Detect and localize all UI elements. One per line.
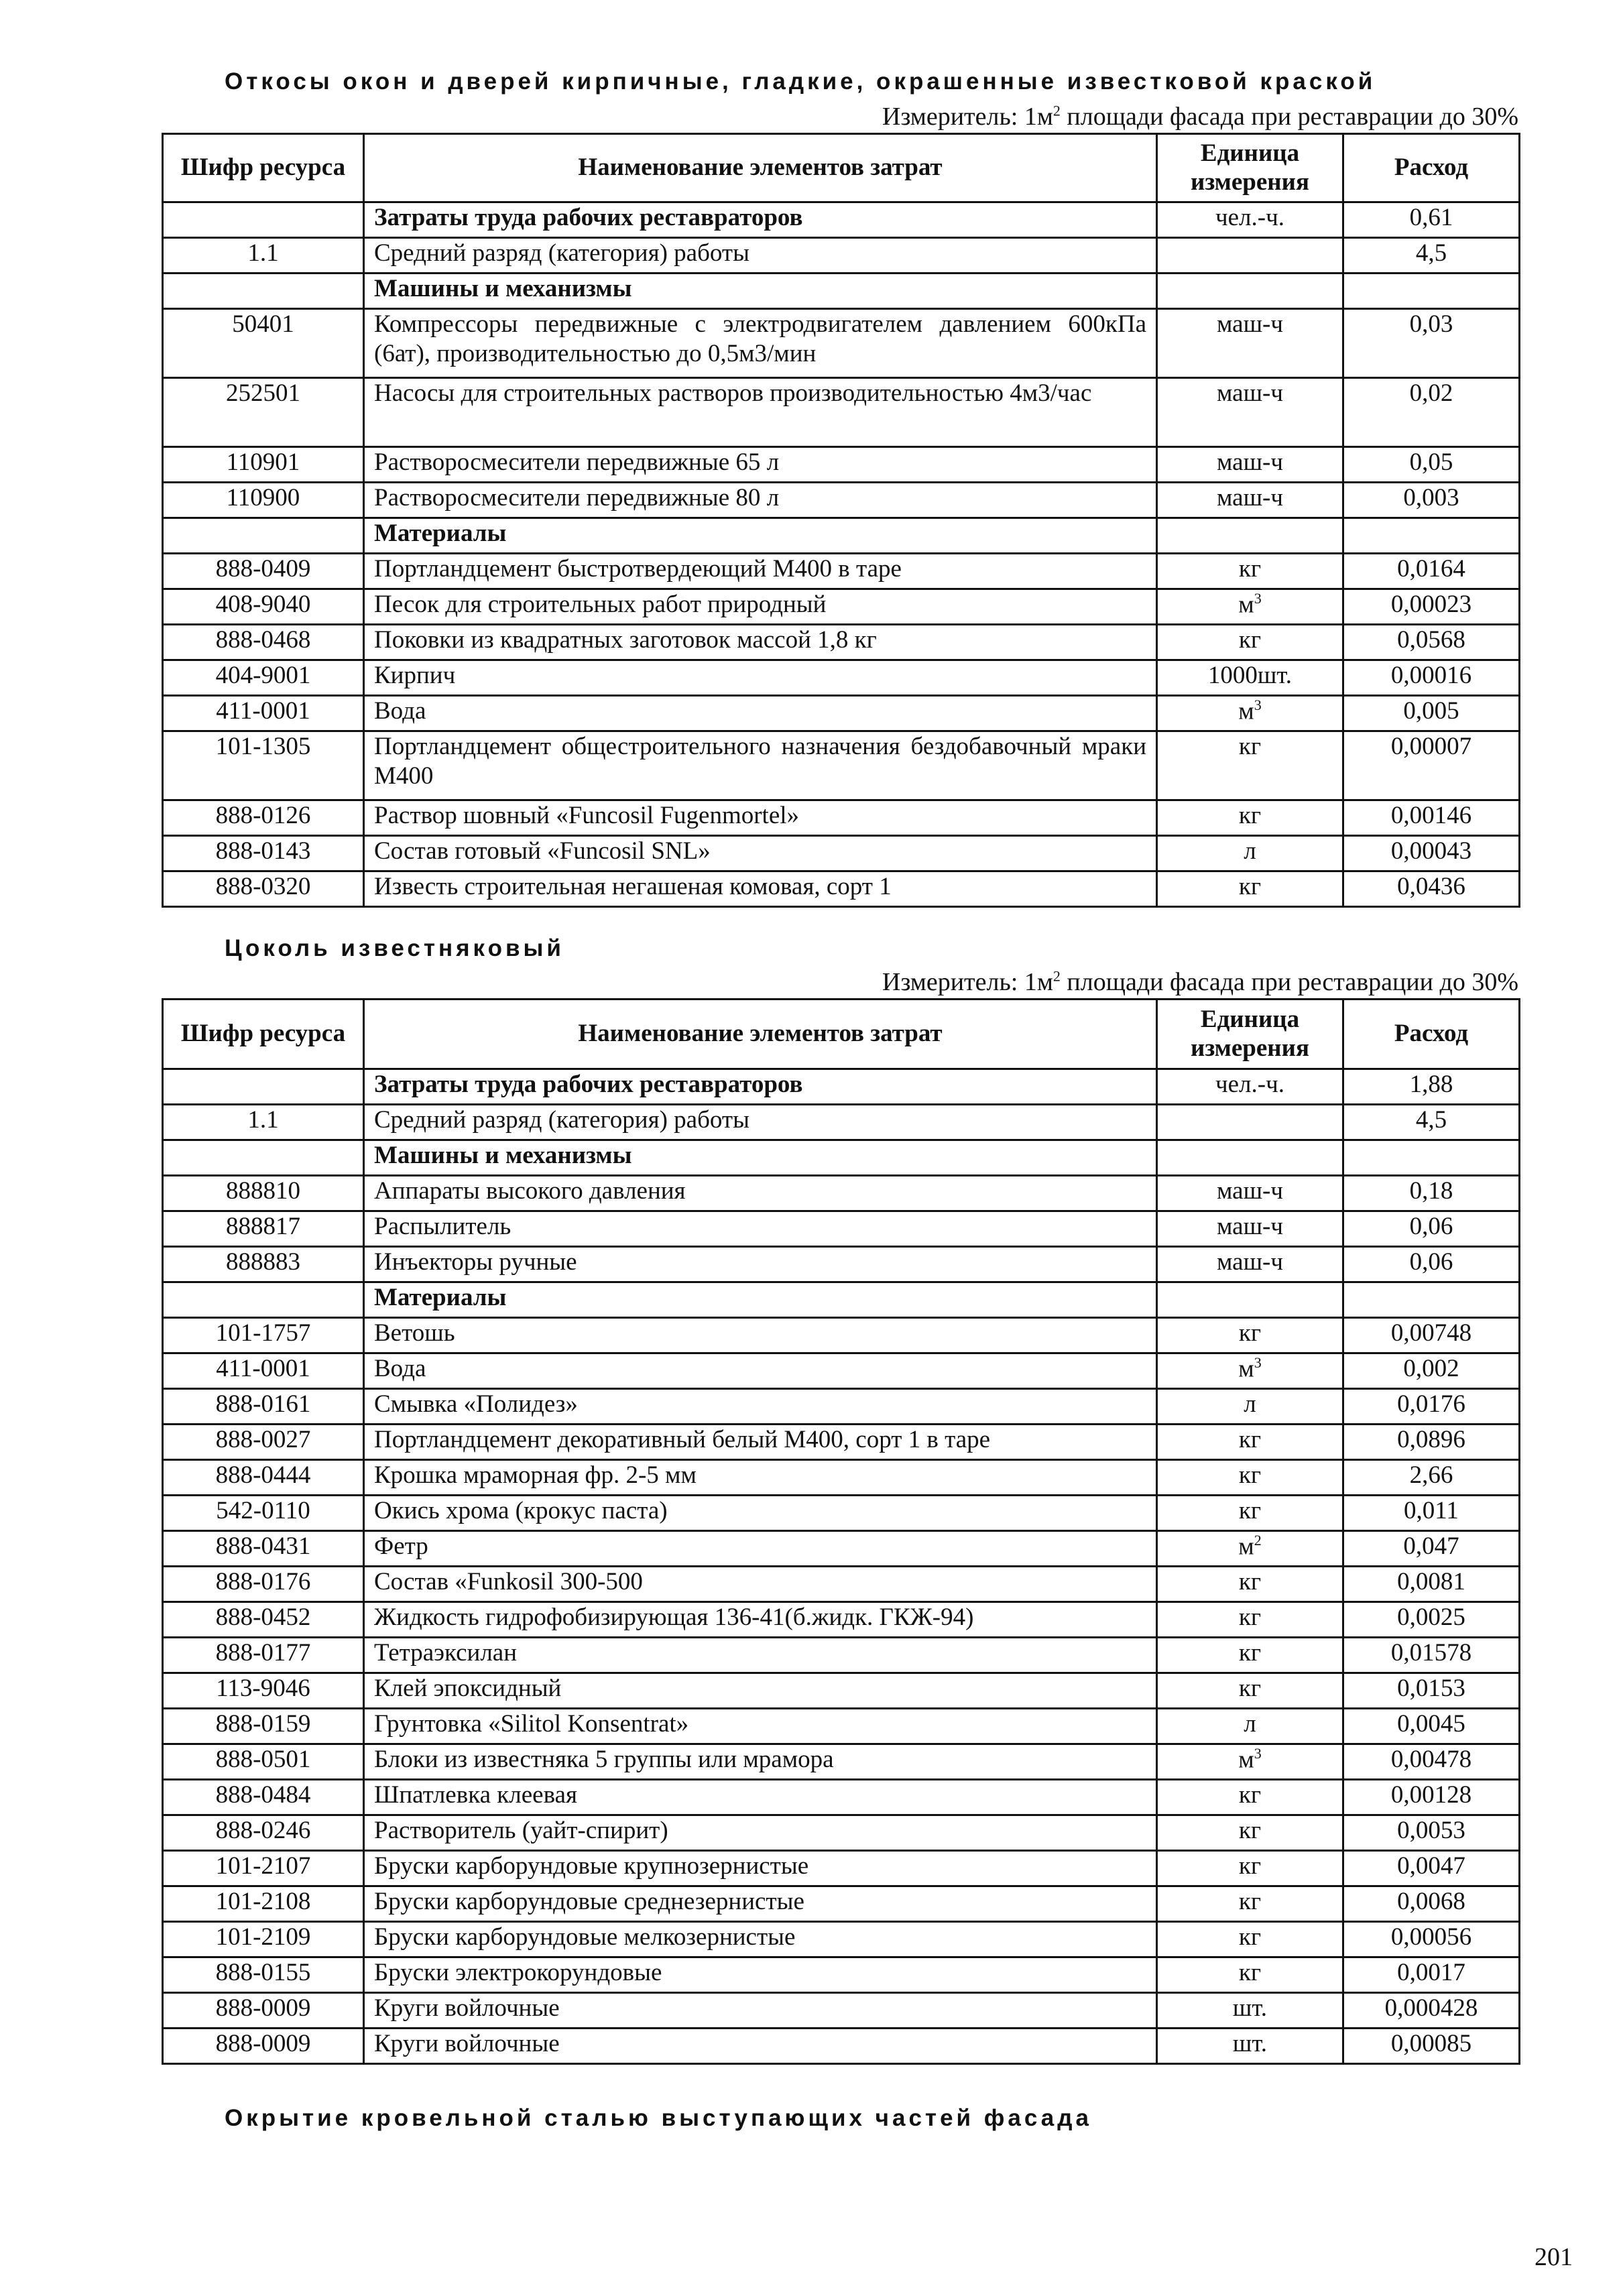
cell-qty: 0,0068 [1343, 1886, 1520, 1922]
cell-qty: 0,00146 [1343, 800, 1520, 836]
cell-unit [1157, 238, 1343, 274]
cell-name: Портландцемент быстротвердеющий М400 в таре [364, 554, 1157, 589]
cell-name: Песок для строительных работ природный [364, 589, 1157, 625]
cell-qty: 0,00023 [1343, 589, 1520, 625]
header-qty: Расход [1343, 134, 1520, 202]
cell-code: 110901 [163, 447, 364, 483]
cell-code: 888-0452 [163, 1602, 364, 1638]
cell-unit [1157, 1282, 1343, 1318]
cell-name: Вода [364, 1353, 1157, 1389]
cell-unit [1157, 1673, 1343, 1709]
table-row [163, 696, 1520, 731]
cell-code: 411-0001 [163, 1353, 364, 1389]
table-row [163, 447, 1520, 483]
cell-name: Аппараты высокого давления [364, 1176, 1157, 1211]
unit-text: маш-ч [1216, 310, 1283, 338]
cell-name: Растворосмесители передвижные 65 л [364, 447, 1157, 483]
cell-qty: 0,0436 [1343, 871, 1520, 907]
cell-qty: 0,00748 [1343, 1318, 1520, 1353]
cell-unit [1157, 1886, 1343, 1922]
unit-superscript: 3 [1254, 590, 1262, 607]
section-2-title: Цоколь известняковый [225, 935, 564, 961]
cell-unit [1157, 1069, 1343, 1105]
cell-code: 50401 [163, 309, 364, 378]
cell-name: Смывка «Полидез» [364, 1389, 1157, 1425]
cell-code: 888-0176 [163, 1567, 364, 1602]
cell-name: Растворитель (уайт-спирит) [364, 1815, 1157, 1851]
cell-code: 101-1305 [163, 731, 364, 800]
cell-unit [1157, 1744, 1343, 1780]
cell-qty [1343, 1282, 1520, 1318]
cell-qty: 0,005 [1343, 696, 1520, 731]
cell-unit [1157, 309, 1343, 378]
cell-unit [1157, 1353, 1343, 1389]
unit-text: кг [1238, 1781, 1262, 1809]
cell-unit [1157, 1389, 1343, 1425]
cell-unit [1157, 483, 1343, 518]
section-3-title: Окрытие кровельной сталью выступающих частей фасада [225, 2105, 1092, 2131]
cell-qty: 0,18 [1343, 1176, 1520, 1211]
cell-name: Растворосмесители передвижные 80 л [364, 483, 1157, 518]
cell-unit [1157, 589, 1343, 625]
table-row [163, 1353, 1520, 1389]
table-row [163, 1744, 1520, 1780]
unit-text: л [1244, 837, 1256, 865]
cell-code: 101-2109 [163, 1922, 364, 1957]
cell-name: Блоки из известняка 5 группы или мрамора [364, 1744, 1157, 1780]
unit-superscript: 3 [1254, 1745, 1262, 1762]
cell-unit [1157, 871, 1343, 907]
cell-group-name: Материалы [364, 1282, 1157, 1318]
cell-qty: 0,06 [1343, 1247, 1520, 1282]
unit-text: шт. [1232, 2030, 1268, 2057]
table-row [163, 836, 1520, 871]
unit-text: маш-ч [1216, 484, 1283, 511]
cell-qty: 0,0153 [1343, 1673, 1520, 1709]
group-row [163, 202, 1520, 238]
cell-code: 101-2108 [163, 1886, 364, 1922]
cell-code: 542-0110 [163, 1496, 364, 1531]
table-row [163, 1176, 1520, 1211]
table-row [163, 238, 1520, 274]
cell-qty: 0,00016 [1343, 660, 1520, 696]
table-row [163, 731, 1520, 800]
cell-code: 888-0126 [163, 800, 364, 836]
unit-text: кг [1238, 1604, 1262, 1631]
cell-code: 411-0001 [163, 696, 364, 731]
unit-text: 1000шт. [1207, 662, 1293, 689]
cell-qty: 0,002 [1343, 1353, 1520, 1389]
table-row [163, 871, 1520, 907]
cell-code: 888-0009 [163, 2029, 364, 2064]
unit-text: кг [1238, 1675, 1262, 1702]
cell-qty: 0,0568 [1343, 625, 1520, 660]
cell-qty: 0,000428 [1343, 1993, 1520, 2029]
table-row [163, 1815, 1520, 1851]
cell-qty: 0,61 [1343, 202, 1520, 238]
cell-name: Распылитель [364, 1211, 1157, 1247]
unit-text: маш-ч [1216, 1177, 1283, 1205]
cell-qty: 0,0896 [1343, 1425, 1520, 1460]
section-1-title: Откосы окон и дверей кирпичные, гладкие, окрашенные известковой краской [225, 68, 1376, 95]
cell-name: Раствор шовный «Funcosil Fugenmortel» [364, 800, 1157, 836]
unit-text: м [1238, 1355, 1254, 1383]
unit-text: кг [1238, 1888, 1262, 1915]
unit-text: маш-ч [1216, 1213, 1283, 1240]
table-row [163, 1460, 1520, 1496]
table-row [163, 1780, 1520, 1815]
cell-name: Бруски карборундовые мелкозернистые [364, 1922, 1157, 1957]
cell-code: 404-9001 [163, 660, 364, 696]
section-1-measure: Измеритель: $1м^2$ площади фасада при реставрации до 30% [882, 102, 1518, 131]
unit-text: маш-ч [1216, 448, 1283, 476]
page-number: 201 [1535, 2243, 1573, 2271]
table-row [163, 660, 1520, 696]
table-row [163, 1673, 1520, 1709]
cell-name: Средний разряд (категория) работы [364, 238, 1157, 274]
cell-name: Портландцемент декоративный белый М400, сорт 1 в таре [364, 1425, 1157, 1460]
unit-text: л [1244, 1710, 1256, 1738]
cell-code: 252501 [163, 378, 364, 447]
header-code: Шифр ресурса [163, 1000, 364, 1069]
cell-code: 888-0409 [163, 554, 364, 589]
cell-qty: 2,66 [1343, 1460, 1520, 1496]
table-header-row [163, 134, 1520, 202]
section-1-table [162, 133, 1520, 908]
table-row [163, 1957, 1520, 1993]
cell-unit [1157, 696, 1343, 731]
cell-code: 888-0468 [163, 625, 364, 660]
unit-text: кг [1238, 733, 1262, 760]
table-header-row [163, 1000, 1520, 1069]
cell-unit [1157, 274, 1343, 309]
cell-qty: 0,00085 [1343, 2029, 1520, 2064]
cell-unit [1157, 836, 1343, 871]
unit-text: кг [1238, 1852, 1262, 1880]
cell-code: 888-0159 [163, 1709, 364, 1744]
unit-text: кг [1238, 1959, 1262, 1986]
cell-name: Круги войлочные [364, 2029, 1157, 2064]
cell-code: 888-0161 [163, 1389, 364, 1425]
unit-text: кг [1238, 1319, 1262, 1347]
cell-qty: 0,047 [1343, 1531, 1520, 1567]
cell-name: Фетр [364, 1531, 1157, 1567]
cell-group-name: Машины и механизмы [364, 274, 1157, 309]
cell-unit [1157, 202, 1343, 238]
header-qty: Расход [1343, 1000, 1520, 1069]
cell-unit [1157, 1957, 1343, 1993]
cell-code: 888-0484 [163, 1780, 364, 1815]
cell-code: 888-0143 [163, 836, 364, 871]
cell-unit [1157, 1993, 1343, 2029]
cell-code: 888817 [163, 1211, 364, 1247]
unit-text: кг [1238, 626, 1262, 654]
cell-name: Ветошь [364, 1318, 1157, 1353]
cell-qty: 0,0176 [1343, 1389, 1520, 1425]
cell-unit [1157, 1815, 1343, 1851]
cell-code: 1.1 [163, 238, 364, 274]
cell-unit [1157, 800, 1343, 836]
cell-unit [1157, 1602, 1343, 1638]
header-name: Наименование элементов затрат [364, 134, 1157, 202]
cell-code [163, 202, 364, 238]
unit-text: кг [1238, 873, 1262, 900]
header-code: Шифр ресурса [163, 134, 364, 202]
cell-unit [1157, 1709, 1343, 1744]
cell-code: 888-0246 [163, 1815, 364, 1851]
cell-code: 888-0027 [163, 1425, 364, 1460]
table-row [163, 1389, 1520, 1425]
group-row [163, 274, 1520, 309]
table-row [163, 2029, 1520, 2064]
cell-code: 888-0501 [163, 1744, 364, 1780]
cell-qty: 0,02 [1343, 378, 1520, 447]
unit-text: м [1238, 1532, 1254, 1561]
table-row [163, 625, 1520, 660]
cell-name: Состав готовый «Funcosil SNL» [364, 836, 1157, 871]
cell-unit [1157, 731, 1343, 800]
cell-unit [1157, 1460, 1343, 1496]
cell-code: 888-0009 [163, 1993, 364, 2029]
cell-code: 888-0177 [163, 1638, 364, 1673]
table-row [163, 1105, 1520, 1140]
table-row [163, 1425, 1520, 1460]
cell-qty: 0,0045 [1343, 1709, 1520, 1744]
unit-text: м [1238, 697, 1254, 725]
group-row [163, 1282, 1520, 1318]
cell-name: Грунтовка «Silitol Konsentrat» [364, 1709, 1157, 1744]
cell-group-name: Материалы [364, 518, 1157, 554]
unit-text: м [1238, 591, 1254, 619]
cell-name: Жидкость гидрофобизирующая 136-41(б.жидк. ГКЖ-94) [364, 1602, 1157, 1638]
cell-name: Бруски карборундовые среднезернистые [364, 1886, 1157, 1922]
table-row [163, 1247, 1520, 1282]
cell-unit [1157, 1851, 1343, 1886]
cell-qty: 0,0164 [1343, 554, 1520, 589]
unit-superscript: 3 [1254, 697, 1262, 713]
cell-qty: 4,5 [1343, 238, 1520, 274]
cell-name: Тетраэксилан [364, 1638, 1157, 1673]
table-row [163, 1886, 1520, 1922]
cell-name: Компрессоры передвижные с электродвигателем давлением 600кПа (6ат), производительностью до 0,5м3/мин [364, 309, 1157, 378]
unit-text: чел.-ч. [1215, 204, 1284, 231]
table-row [163, 309, 1520, 378]
cell-unit [1157, 660, 1343, 696]
unit-text: кг [1238, 1568, 1262, 1595]
cell-qty: 0,0053 [1343, 1815, 1520, 1851]
cell-qty: 0,00043 [1343, 836, 1520, 871]
cell-unit [1157, 1567, 1343, 1602]
table-row [163, 1602, 1520, 1638]
table-row [163, 1318, 1520, 1353]
unit-text: маш-ч [1216, 1248, 1283, 1276]
unit-text: кг [1238, 1461, 1262, 1489]
cell-unit [1157, 518, 1343, 554]
cell-code [163, 1069, 364, 1105]
cell-qty: 0,0081 [1343, 1567, 1520, 1602]
cell-name: Круги войлочные [364, 1993, 1157, 2029]
cell-unit [1157, 1247, 1343, 1282]
table-row [163, 1922, 1520, 1957]
cell-name: Бруски карборундовые крупнозернистые [364, 1851, 1157, 1886]
cell-code: 888883 [163, 1247, 364, 1282]
table-row [163, 1709, 1520, 1744]
cell-code [163, 518, 364, 554]
cell-qty: 0,003 [1343, 483, 1520, 518]
cell-unit [1157, 1531, 1343, 1567]
cell-code: 888-0444 [163, 1460, 364, 1496]
header-unit: Единица измерения [1157, 1000, 1343, 1069]
table-row [163, 1851, 1520, 1886]
cell-code [163, 1282, 364, 1318]
unit-text: кг [1238, 1923, 1262, 1951]
table-row [163, 1211, 1520, 1247]
cell-name: Клей эпоксидный [364, 1673, 1157, 1709]
cell-group-name: Затраты труда рабочих реставраторов [364, 202, 1157, 238]
unit-superscript: 2 [1254, 1532, 1262, 1549]
cell-qty: 0,01578 [1343, 1638, 1520, 1673]
cell-group-name: Машины и механизмы [364, 1140, 1157, 1176]
table-row [163, 483, 1520, 518]
unit-text: м [1238, 1746, 1254, 1774]
unit-text: кг [1238, 1426, 1262, 1453]
group-row [163, 1069, 1520, 1105]
group-row [163, 1140, 1520, 1176]
cell-unit [1157, 447, 1343, 483]
cell-name: Окись хрома (крокус паста) [364, 1496, 1157, 1531]
cell-name: Известь строительная негашеная комовая, сорт 1 [364, 871, 1157, 907]
cell-group-name: Затраты труда рабочих реставраторов [364, 1069, 1157, 1105]
cell-code: 113-9046 [163, 1673, 364, 1709]
cell-code: 888-0320 [163, 871, 364, 907]
table-row [163, 1496, 1520, 1531]
unit-text: л [1244, 1390, 1256, 1418]
cell-code: 1.1 [163, 1105, 364, 1140]
cell-code [163, 274, 364, 309]
cell-name: Поковки из квадратных заготовок массой 1,8 кг [364, 625, 1157, 660]
cell-unit [1157, 1922, 1343, 1957]
cell-qty: 0,06 [1343, 1211, 1520, 1247]
cell-name: Шпатлевка клеевая [364, 1780, 1157, 1815]
cell-unit [1157, 1318, 1343, 1353]
cell-name: Состав «Funkosil 300-500 [364, 1567, 1157, 1602]
cell-qty [1343, 518, 1520, 554]
cell-unit [1157, 2029, 1343, 2064]
cell-unit [1157, 1211, 1343, 1247]
cell-name: Инъекторы ручные [364, 1247, 1157, 1282]
cell-qty: 0,0047 [1343, 1851, 1520, 1886]
header-unit: Единица измерения [1157, 134, 1343, 202]
cell-code: 101-2107 [163, 1851, 364, 1886]
cell-unit [1157, 378, 1343, 447]
cell-unit [1157, 1140, 1343, 1176]
cell-qty: 0,00478 [1343, 1744, 1520, 1780]
cell-qty: 1,88 [1343, 1069, 1520, 1105]
cell-qty: 0,0025 [1343, 1602, 1520, 1638]
unit-text: маш-ч [1216, 379, 1283, 407]
cell-unit [1157, 1425, 1343, 1460]
table-row [163, 1531, 1520, 1567]
section-2-table [162, 998, 1520, 2065]
cell-code: 101-1757 [163, 1318, 364, 1353]
unit-text: кг [1238, 802, 1262, 829]
cell-qty: 0,03 [1343, 309, 1520, 378]
cell-qty: 0,0017 [1343, 1957, 1520, 1993]
table-row [163, 800, 1520, 836]
table-row [163, 554, 1520, 589]
cell-code: 888-0431 [163, 1531, 364, 1567]
cell-qty: 0,00056 [1343, 1922, 1520, 1957]
table-row [163, 1638, 1520, 1673]
cell-code: 888810 [163, 1176, 364, 1211]
header-name: Наименование элементов затрат [364, 1000, 1157, 1069]
group-row [163, 518, 1520, 554]
cell-code [163, 1140, 364, 1176]
cell-name: Кирпич [364, 660, 1157, 696]
cell-code: 110900 [163, 483, 364, 518]
cell-qty: 0,05 [1343, 447, 1520, 483]
cell-unit [1157, 1780, 1343, 1815]
cell-unit [1157, 1638, 1343, 1673]
cell-qty [1343, 1140, 1520, 1176]
cell-qty: 0,00007 [1343, 731, 1520, 800]
unit-text: кг [1238, 1497, 1262, 1524]
cell-unit [1157, 554, 1343, 589]
cell-name: Крошка мраморная фр. 2-5 мм [364, 1460, 1157, 1496]
unit-text: чел.-ч. [1215, 1071, 1284, 1098]
cell-unit [1157, 1496, 1343, 1531]
cell-qty: 0,011 [1343, 1496, 1520, 1531]
cell-qty [1343, 274, 1520, 309]
cell-unit [1157, 625, 1343, 660]
cell-unit [1157, 1176, 1343, 1211]
table-row [163, 589, 1520, 625]
unit-text: шт. [1232, 1994, 1268, 2022]
cell-name: Насосы для строительных растворов производительностью 4м3/час [364, 378, 1157, 447]
unit-text: кг [1238, 1639, 1262, 1667]
cell-unit [1157, 1105, 1343, 1140]
cell-code: 408-9040 [163, 589, 364, 625]
cell-name: Средний разряд (категория) работы [364, 1105, 1157, 1140]
table-row [163, 378, 1520, 447]
cell-name: Портландцемент общестроительного назначения бездобавочный мраки М400 [364, 731, 1157, 800]
cell-qty: 4,5 [1343, 1105, 1520, 1140]
section-2-measure: Измеритель: $1м^2$ площади фасада при реставрации до 30% [882, 967, 1518, 996]
cell-qty: 0,00128 [1343, 1780, 1520, 1815]
table-row [163, 1567, 1520, 1602]
unit-text: кг [1238, 555, 1262, 583]
cell-name: Бруски электрокорундовые [364, 1957, 1157, 1993]
unit-superscript: 3 [1254, 1354, 1262, 1371]
cell-code: 888-0155 [163, 1957, 364, 1993]
cell-name: Вода [364, 696, 1157, 731]
table-row [163, 1993, 1520, 2029]
unit-text: кг [1238, 1817, 1262, 1844]
